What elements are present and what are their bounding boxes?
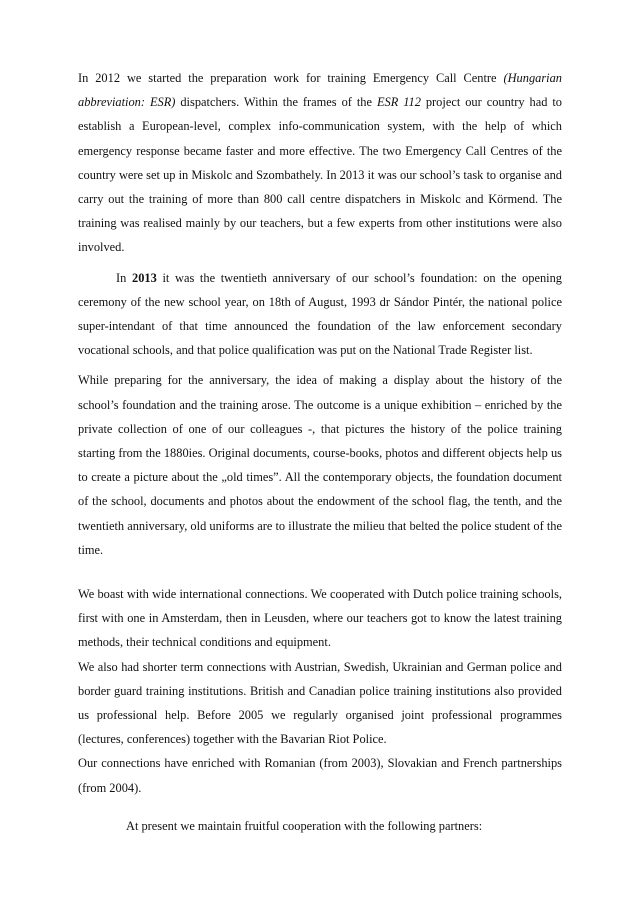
paragraph-present-partners: At present we maintain fruitful cooperation with the following partners:: [126, 818, 483, 833]
p2-year-2013: 2013: [132, 270, 157, 285]
p2-text-a: In: [116, 270, 132, 285]
p1-text-c: dispatchers. Within the frames of the: [175, 95, 377, 110]
paragraph-shorter-term-connections: We also had shorter term connections with Austrian, Swedish, Ukrainian and German police and border guard training institutions. British and Canadian police training institutions also provided us professional help. Before 2005 we regularly organised joint professional programmes (lectures, conferences) together with the Bavarian Riot Police.: [78, 659, 562, 747]
paragraph-exhibition: While preparing for the anniversary, the idea of making a display about the history of the school’s foundation and the training arose. The outcome is a unique exhibition – enriched by the private collection of one of our colleagues -, that pictures the history of the police training starting from the 1880ies. Original documents, course-books, photos and different objects help us to create a picture about the „old times”. All the contemporary objects, the foundation document of the school, documents and photos about the endowment of the school flag, the tenth, and the twentieth anniversary, old uniforms are to illustrate the milieu that belted the police student of the time.: [78, 373, 562, 557]
paragraph-anniversary: [78, 266, 562, 363]
document-page: [78, 66, 562, 838]
paragraph-international-connections: We boast with wide international connections. We cooperated with Dutch police training schools, first with one in Amsterdam, then in Leusden, where our teachers got to know the latest training methods, their technical conditions and equipment.: [78, 587, 562, 650]
paragraph-esr-training: [78, 66, 562, 260]
p1-text-a: In 2012 we started the preparation work for training Emergency Call Centre: [78, 71, 504, 85]
p2-text-c: it was the twentieth anniversary of our school’s foundation: on the opening ceremony of the new school year, on 18th of August, 1993 dr Sándor Pintér, the national police super-intendant of that time announced the foundation of the law enforcement secondary vocational schools, and that police qualification was put on the National Trade Register list.: [78, 270, 562, 358]
p1-text-e: project our country had to establish a European-level, complex info-communication system, with the help of which emergency response became faster and more effective. The two Emergency Call Centres of the country were set up in Miskolc and Szombathely. In 2013 it was our school’s task to organise and carry out the training of more than 800 call centre dispatchers in Miskolc and Körmend. The training was realised mainly by our teachers, but a few experts from other institutions were also involved.: [78, 95, 562, 255]
paragraph-enriched-connections: Our connections have enriched with Romanian (from 2003), Slovakian and French partnerships (from 2004).: [78, 756, 562, 795]
p1-esr-112: ESR 112: [376, 95, 421, 110]
p1-esr-abbreviation: (Hungarian abbreviation: ESR): [78, 71, 562, 110]
